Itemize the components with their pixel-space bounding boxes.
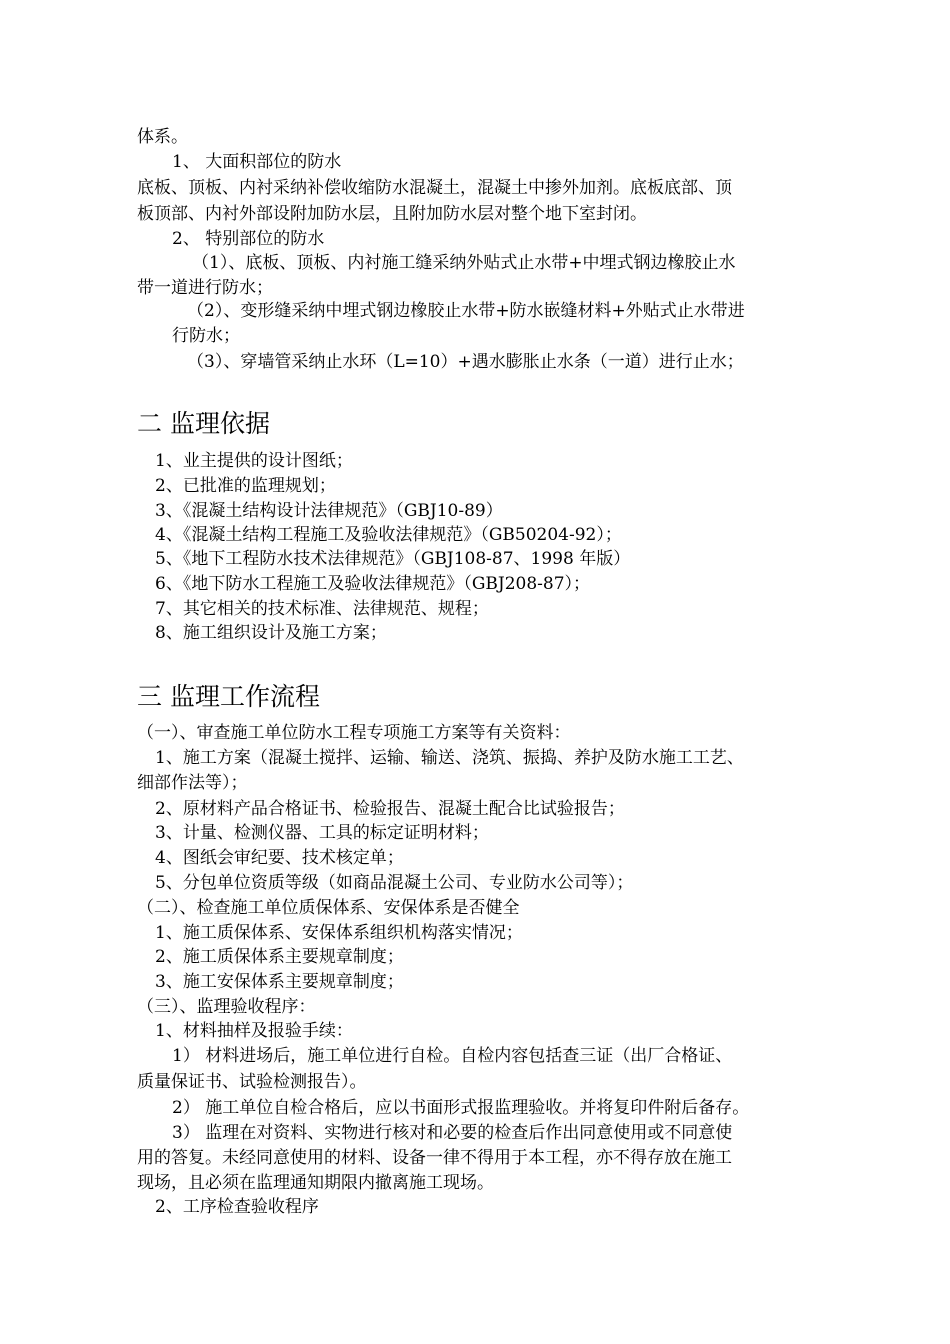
section-heading: 二 监理依据 (137, 409, 270, 438)
text-line: 2、工序检查验收程序 (155, 1197, 319, 1217)
text-line: 行防水； (172, 326, 240, 346)
list-item: 6、《地下防水工程施工及验收法律规范》（GBJ208-87）； (155, 574, 591, 594)
text-line: 2） 施工单位自检合格后，应以书面形式报监理验收。并将复印件附后备存。 (172, 1098, 750, 1118)
list-item: 3、《混凝土结构设计法律规范》（GBJ10-89） (155, 501, 503, 521)
text-line: 3、施工安保体系主要规章制度； (155, 972, 404, 992)
text-line: 2、施工质保体系主要规章制度； (155, 947, 404, 967)
text-line: 5、分包单位资质等级（如商品混凝土公司、专业防水公司等）； (155, 873, 634, 893)
text-line: 3、计量、检测仪器、工具的标定证明材料； (155, 823, 489, 843)
list-item: 1、业主提供的设计图纸； (155, 451, 353, 471)
text-line: 底板、顶板、内衬采纳补偿收缩防水混凝土，混凝土中掺外加剂。底板底部、顶 (137, 178, 732, 198)
text-line: （二）、检查施工单位质保体系、安保体系是否健全 (137, 898, 520, 918)
text-line: 4、图纸会审纪要、技术核定单； (155, 848, 404, 868)
text-line: 1、 大面积部位的防水 (172, 152, 342, 172)
text-line: （三）、监理验收程序： (137, 997, 316, 1017)
text-line: （2）、变形缝采纳中埋式钢边橡胶止水带+防水嵌缝材料+外贴式止水带进 (187, 301, 745, 321)
text-line: 板顶部、内衬外部设附加防水层，且附加防水层对整个地下室封闭。 (137, 204, 647, 224)
text-line: 现场，且必须在监理通知期限内撤离施工现场。 (137, 1173, 494, 1193)
text-line: 1、材料抽样及报验手续： (155, 1021, 353, 1041)
list-item: 7、其它相关的技术标准、法律规范、规程； (155, 599, 489, 619)
list-item: 5、《地下工程防水技术法律规范》（GBJ108-87、1998 年版） (155, 549, 631, 569)
text-line: 用的答复。未经同意使用的材料、设备一律不得用于本工程，亦不得存放在施工 (137, 1148, 732, 1168)
list-item: 2、已批准的监理规划； (155, 476, 336, 496)
list-item: 4、《混凝土结构工程施工及验收法律规范》（GB50204-92）； (155, 525, 622, 545)
text-line: 2、原材料产品合格证书、检验报告、混凝土配合比试验报告； (155, 799, 625, 819)
text-line: （1）、底板、顶板、内衬施工缝采纳外贴式止水带+中埋式钢边橡胶止水 (192, 253, 736, 273)
text-line: 体系。 (137, 127, 188, 147)
text-line: 1、施工质保体系、安保体系组织机构落实情况； (155, 923, 523, 943)
text-line: 3） 监理在对资料、实物进行核对和必要的检查后作出同意使用或不同意使 (172, 1123, 733, 1143)
text-line: （一）、审查施工单位防水工程专项施工方案等有关资料： (137, 723, 571, 743)
text-line: 2、 特别部位的防水 (172, 229, 325, 249)
text-line: 质量保证书、试验检测报告）。 (137, 1072, 367, 1092)
list-item: 8、施工组织设计及施工方案； (155, 623, 387, 643)
text-line: 细部作法等）； (137, 773, 248, 793)
text-line: 1） 材料进场后，施工单位进行自检。自检内容包括查三证（出厂合格证、 (172, 1046, 733, 1066)
text-line: （3）、穿墙管采纳止水环（L=10）+遇水膨胀止水条（一道）进行止水； (187, 352, 744, 372)
section-heading: 三 监理工作流程 (137, 682, 320, 711)
text-line: 带一道进行防水； (137, 278, 273, 298)
text-line: 1、施工方案（混凝土搅拌、运输、输送、浇筑、振捣、养护及防水施工工艺、 (155, 748, 744, 768)
